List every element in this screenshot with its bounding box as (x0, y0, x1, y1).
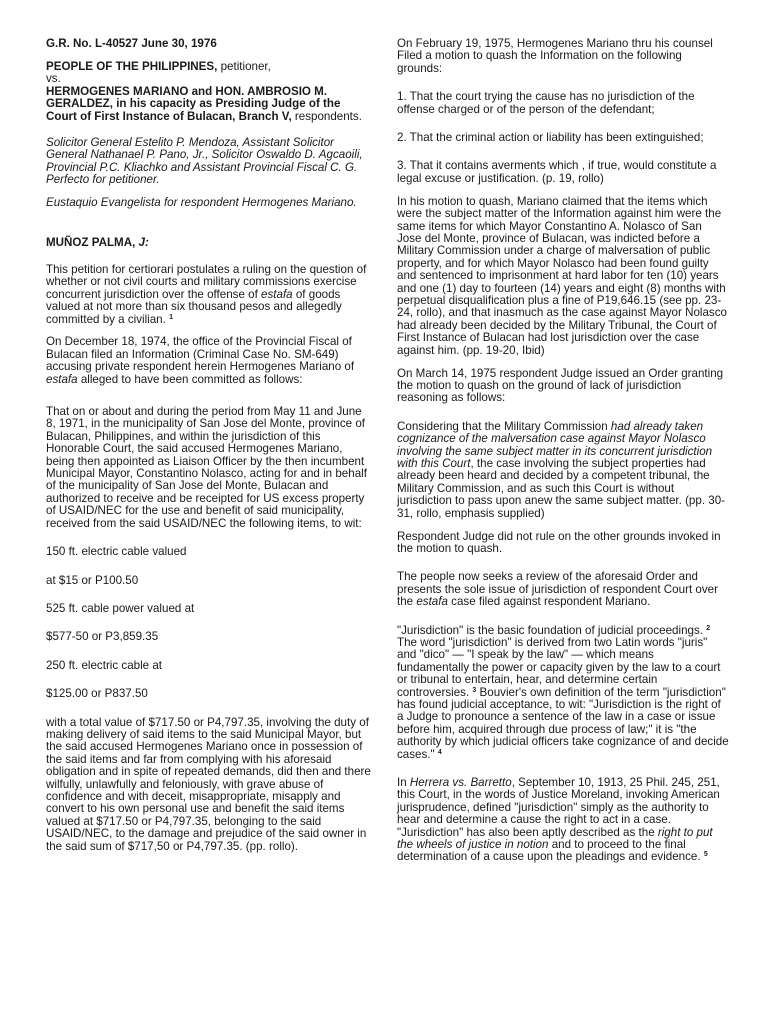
left-column (46, 38, 372, 864)
list-item: $577-50 or P3,859.35 (46, 630, 159, 644)
paragraph (397, 777, 729, 864)
paragraph (397, 571, 729, 608)
paragraph: with a total value of $717.50 or P4,797.35, involving the duty of making delivery of said items to the said Municipal Mayor, but the said accused Hermogenes Mariano once in possession of the said items and far from complying with his aforesaid obligation and in spite of repeated demands, did then and there wilfully, unlawfully and feloniously, with grave abuse of confidence and with deceit, misappropriate, misapply and convert to his own personal use and benefit the said items valued at $717.50 or P4,797.35, belonging to the said USAID/NEC, to the damage and prejudice of the said owner in the said sum of $717,50 or P4,797.35. (pp. rollo). (46, 715, 371, 853)
paragraph (46, 336, 372, 386)
petitioner-role: petitioner, (217, 59, 271, 73)
counsel-respondent: Eustaquio Evangelista for respondent Hermogenes Mariano. (46, 196, 357, 210)
paragraph (397, 625, 729, 761)
text-run: and to proceed to the final determination of a cause upon the pleadings and evidence. (397, 838, 704, 864)
text-run: The word "jurisdiction" is derived from two Latin words "juris" and "dico" — "I speak by the law" — which means fundamentally the power or capacity given by the law to a court or tribunal to entertain, hear, and determine certain controversies. (397, 635, 721, 699)
case-number: G.R. No. L-40527 June 30, 1976 (46, 37, 217, 50)
paragraph: On February 19, 1975, Hermogenes Mariano thru his counsel Filed a motion to quash the Information on the following grounds: (397, 37, 713, 75)
text-run: , September 10, 1913, 25 Phil. 245, 251, this Court, in the words of Justice Moreland, invoking American jurisprudence, defined "jurisdiction" simply as the authority to hear and determine a cause the right to act in a case. "Jurisdiction" has also been aptly described as the (397, 776, 720, 839)
list-item: at $15 or P100.50 (46, 573, 139, 587)
right-column (397, 38, 729, 874)
paragraph: Respondent Judge did not rule on the other grounds invoked in the motion to quash. (397, 529, 721, 555)
footnote-ref[interactable]: 5 (703, 851, 708, 859)
text-run-italic: right to put the wheels of justice in notion (397, 825, 713, 852)
ground-item: 3. That it contains averments which , if true, would constitute a legal excuse or justification. (p. 19, rollo) (397, 159, 717, 185)
text-run-italic: estafa (46, 372, 78, 386)
text-run-italic: estafa (261, 287, 293, 301)
ground-item: 2. That the criminal action or liability has been extinguished; (397, 131, 704, 145)
paragraph (46, 264, 372, 326)
footnote-ref[interactable]: 1 (169, 313, 173, 321)
counsel-petitioner: Solicitor General Estelito P. Mendoza, Assistant Solicitor General Nathanael P. Pano, Jr., Solicitor Oswaldo D. Agcaoili, Provincial P.C. Kliachko and Assistant Provincial Fiscal C. G. Perfecto for petitioner. (46, 135, 363, 187)
list-item: $125.00 or P837.50 (46, 687, 148, 701)
text-run: This petition for certiorari postulates a ruling on the question of whether or not civil courts and military commissions exercise concurrent jurisdiction over the offense of (46, 262, 367, 301)
footnote-ref[interactable]: 4 (437, 748, 442, 756)
respondent-role: respondents. (291, 109, 362, 123)
text-run: Bouvier's own definition of the term "jurisdiction" has found judicial acceptance, to wit: "Jurisdiction is the right of a Judge to pronounce a sentence of the law in a case or issue before him, acquired through due process of law;" it is "the authority by which judicial officers take cognizance of and decide cases." (397, 685, 729, 761)
case-citation: Herrera vs. Barretto (409, 776, 512, 789)
petitioner-name: PEOPLE OF THE PHILIPPINES, (46, 59, 218, 73)
footnote-ref[interactable]: 3 (472, 686, 477, 694)
text-run: The people now seeks a review of the aforesaid Order and presents the sole issue of jurisdiction of respondent Court over the (397, 570, 718, 609)
ground-item: 1. That the court trying the cause has no jurisdiction of the offense charged or of the person of the defendant; (397, 90, 695, 116)
text-run: In (397, 776, 410, 789)
text-run-italic: had already taken cognizance of the malversation case against Mayor Nolasco involving the same subject matter in its concurrent jurisdiction with this Court (397, 419, 713, 470)
text-run: of goods valued at not more than six thousand pesos and allegedly committed by a civilian. (46, 287, 342, 326)
parties-caption (46, 61, 372, 123)
ponente-title: J: (135, 236, 149, 250)
text-run: alleged to have been committed as follows: (77, 372, 303, 386)
list-item: 250 ft. electric cable at (46, 658, 162, 672)
respondent-names: HERMOGENES MARIANO and HON. AMBROSIO M. GERALDEZ, in his capacity as Presiding Judge of the Court of First Instance of Bulacan, Branch V, (46, 84, 341, 123)
versus: vs. (46, 72, 61, 86)
text-run: , the case involving the subject properties had already been heard and decided by a competent tribunal, the Military Commission, and as such this Court is without jurisdiction to pass upon anew the same subject matter. (pp. 30-31, rollo, emphasis supplied) (397, 456, 726, 520)
footnote-ref[interactable]: 2 (706, 624, 711, 632)
ponente-name: MUÑOZ PALMA, (46, 236, 136, 250)
text-run: case filed against respondent Mariano. (447, 595, 651, 609)
text-run: "Jurisdiction" is the basic foundation of judicial proceedings. (397, 623, 707, 637)
text-run: Considering that the Military Commission (397, 419, 611, 433)
list-item: 525 ft. cable power valued at (46, 601, 195, 615)
paragraph: In his motion to quash, Mariano claimed that the items which were the subject matter of the Information against him were the same items for which Mayor Constantino A. Nolasco of San Jose del Monte, province of Bulacan, was indicted before a Military Commission under a charge of malversation of public property, and for which Mayor Nolasco had been found guilty and sentenced to imprisonment at hard labor for ten (10) years and one (1) day to fourteen (14) years and eight (8) months with perpetual disqualification plus a fine of P19,646.15 (see pp. 23-24, rollo), and that inasmuch as the case against Mayor Nolasco had already been decided by the Military Tribunal, the Court of First Instance of Bulacan had lost jurisdiction over the case against him. (pp. 19-20, Ibid) (397, 194, 727, 357)
list-item: 150 ft. electric cable valued (46, 545, 187, 559)
paragraph: On March 14, 1975 respondent Judge issued an Order granting the motion to quash on the ground of lack of jurisdiction reasoning as follows: (397, 366, 724, 405)
text-run: On December 18, 1974, the office of the Provincial Fiscal of Bulacan filed an Information (Criminal Case No. SM-649) accusing private respondent herein Hermogenes Mariano of (46, 335, 355, 374)
ponente (46, 237, 372, 249)
information-quote: That on or about and during the period from May 11 and June 8, 1971, in the municipality of San Jose del Monte, province of Bulacan, Philippines, and within the jurisdiction of this Honorable Court, the said accused Hermogenes Mariano, being then appointed as Liaison Officer by the then incumbent Municipal Mayor, Constantino Nolasco, acting for and in behalf of the municipality of San Jose del Monte, Bulacan and authorized to receive and be receipted for US excess property of USAID/NEC for the use and benefit of said municipality, received from the said USAID/NEC the following items, to wit: (46, 405, 367, 530)
text-run-italic: estafa (416, 595, 448, 609)
order-quote (397, 421, 729, 520)
